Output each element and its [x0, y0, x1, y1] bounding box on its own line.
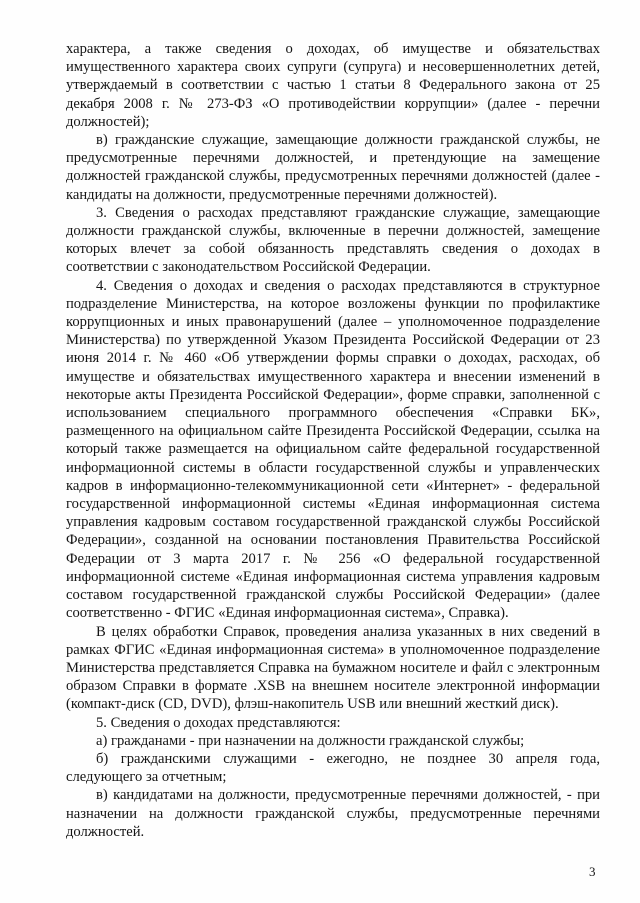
paragraph-3-expenses: 3. Сведения о расходах представляют гражданские служащие, замещающие должности гражданской службы, включенные в перечни должностей, замещение которых влечет за собой обязанность представлять сведения о доходах в соответствии с законодательством Российской Федерации. — [66, 204, 600, 276]
paragraph-5-heading: 5. Сведения о доходах представляются: — [96, 714, 341, 731]
paragraph-4-submission: 4. Сведения о доходах и сведения о расходах представляются в структурное подразделение Министерства, на которое возложены функции по профилактике коррупционных и иных правонарушений (далее – уполномоченное подразделение Министерства) по утвержденной Указом Президента Российской Федерации от 23 июня 2014 г. № 460 «Об утверждении формы справки о доходах, расходах, об имуществе и обязательствах имущественного характера и внесении изменений в некоторые акты Президента Российской Федерации», форме справки, заполненной с использованием специального программного обеспечения «Справки БК», размещенного на официальном сайте Президента Российской Федерации, ссылка на который также размещается на официальном сайте федеральной государственной информационной системы в области государственной службы и управленческих кадров в информационно-телекоммуникационной сети «Интернет» - федеральной государственной информационной системы «Единая информационная система управления кадровым составом государственной гражданской службы Российской Федерации», созданной на основании постановления Правительства Российской Федерации от 3 марта 2017 г. № 256 «О федеральной государственной информационной системе «Единая информационная система управления кадровым составом государственной гражданской службы Российской Федерации» (далее соответственно - ФГИС «Единая информационная система», Справка). — [66, 277, 600, 622]
paragraph-item-v2: в) кандидатами на должности, предусмотренные перечнями должностей, - при назначении на должности гражданской службы, предусмотренные перечнями должностей. — [66, 787, 600, 840]
paragraph-processing: В целях обработки Справок, проведения анализа указанных в них сведений в рамках ФГИС «Единая информационная система» в уполномоченное подразделение Министерства представляется Справка на бумажном носителе и файл с электронным образом Справки в формате .XSB на внешнем носителе электронной информации (компакт-диск (CD, DVD), флэш-накопитель USB или внешний жесткий диск). — [66, 623, 600, 713]
page-number: 3 — [589, 864, 596, 879]
paragraph-item-v: в) гражданские служащие, замещающие должности гражданской службы, не предусмотренные перечнями должностей, и претендующие на замещение должностей гражданской службы, предусмотренных перечнями должностей (далее - кандидаты на должности, предусмотренные перечнями должностей). — [66, 132, 600, 203]
paragraph-continuation: характера, а также сведения о доходах, об имуществе и обязательствах имущественного характера своих супруги (супруга) и несовершеннолетних детей, утверждаемый в соответствии с частью 1 статьи 8 Федерального закона от 25 декабря 2008 г. № 273-ФЗ «О противодействии коррупции» (далее - перечни должностей); — [66, 41, 600, 130]
paragraph-item-a: а) гражданами - при назначении на должности гражданской службы; — [96, 732, 525, 749]
document-body — [66, 40, 600, 841]
paragraph-item-b: б) гражданскими служащими - ежегодно, не позднее 30 апреля года, следующего за отчетным; — [66, 750, 600, 786]
